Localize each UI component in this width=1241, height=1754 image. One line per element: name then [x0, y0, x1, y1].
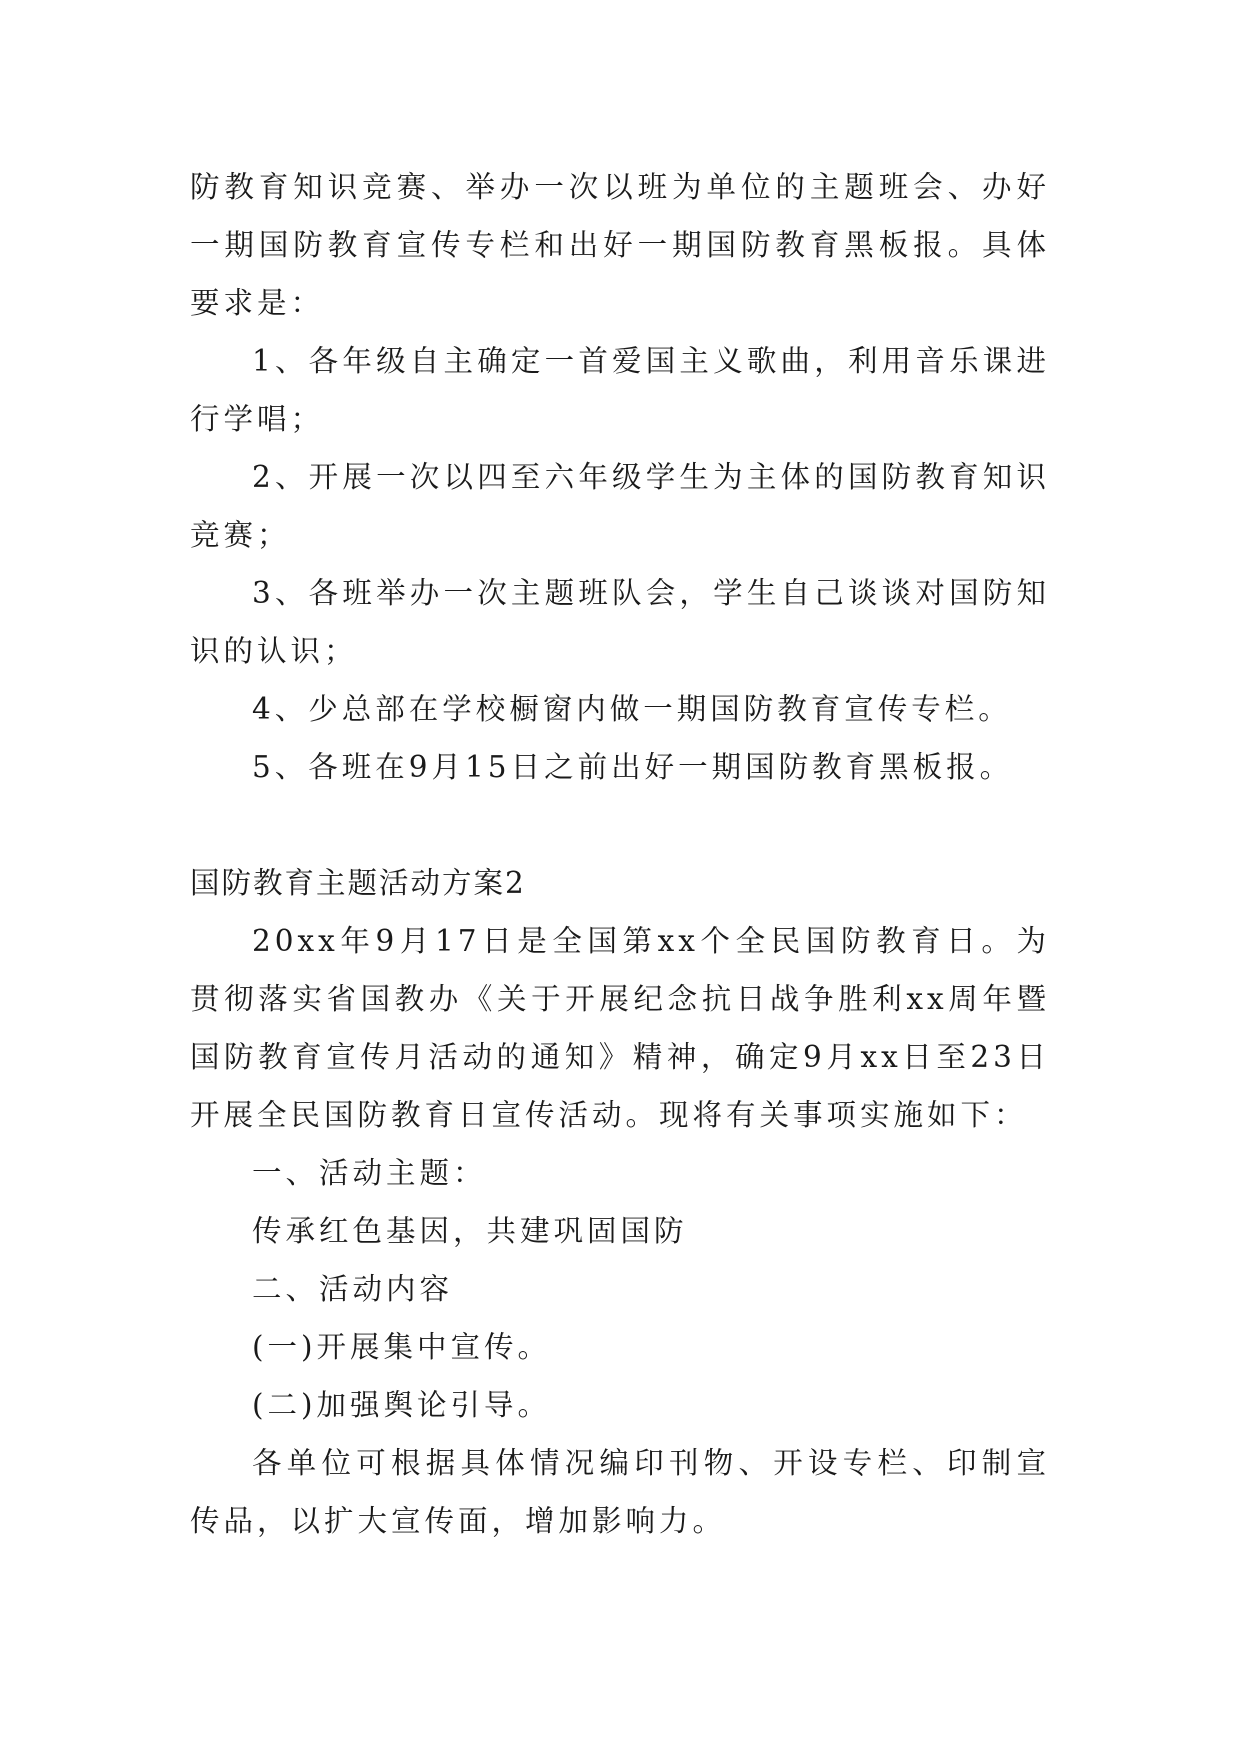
requirement-item-2: 2、开展一次以四至六年级学生为主体的国防教育知识竞赛； [190, 460, 1050, 552]
requirement-item-3: 3、各班举办一次主题班队会，学生自己谈谈对国防知识的认识； [190, 576, 1050, 668]
theme-text: 传承红色基因，共建巩固国防 [252, 1214, 688, 1248]
requirement-item-1: 1、各年级自主确定一首爱国主义歌曲，利用音乐课进行学唱； [190, 344, 1050, 436]
closing-paragraph: 各单位可根据具体情况编印刊物、开设专栏、印制宣传品，以扩大宣传面，增加影响力。 [190, 1446, 1050, 1538]
section2-title: 国防教育主题活动方案2 [190, 866, 526, 900]
content-item-1: (一)开展集中宣传。 [252, 1330, 552, 1364]
section-spacer [190, 796, 1050, 854]
theme-heading: 一、活动主题： [252, 1156, 487, 1190]
content-heading: 二、活动内容 [252, 1272, 454, 1306]
requirement-item-4: 4、少总部在学校橱窗内做一期国防教育宣传专栏。 [252, 692, 1012, 726]
content-item-2: (二)加强舆论引导。 [252, 1388, 552, 1422]
document-body [190, 158, 1050, 1550]
requirement-item-5: 5、各班在9月15日之前出好一期国防教育黑板报。 [252, 750, 1014, 784]
section2-intro: 20xx年9月17日是全国第xx个全民国防教育日。为贯彻落实省国教办《关于开展纪念抗日战争胜利xx周年暨国防教育宣传月活动的通知》精神，确定9月xx日至23日开展全民国防教育日宣传活动。现将有关事项实施如下： [190, 924, 1050, 1132]
section1-intro: 防教育知识竞赛、举办一次以班为单位的主题班会、办好一期国防教育宣传专栏和出好一期国防教育黑板报。具体要求是： [190, 170, 1050, 320]
